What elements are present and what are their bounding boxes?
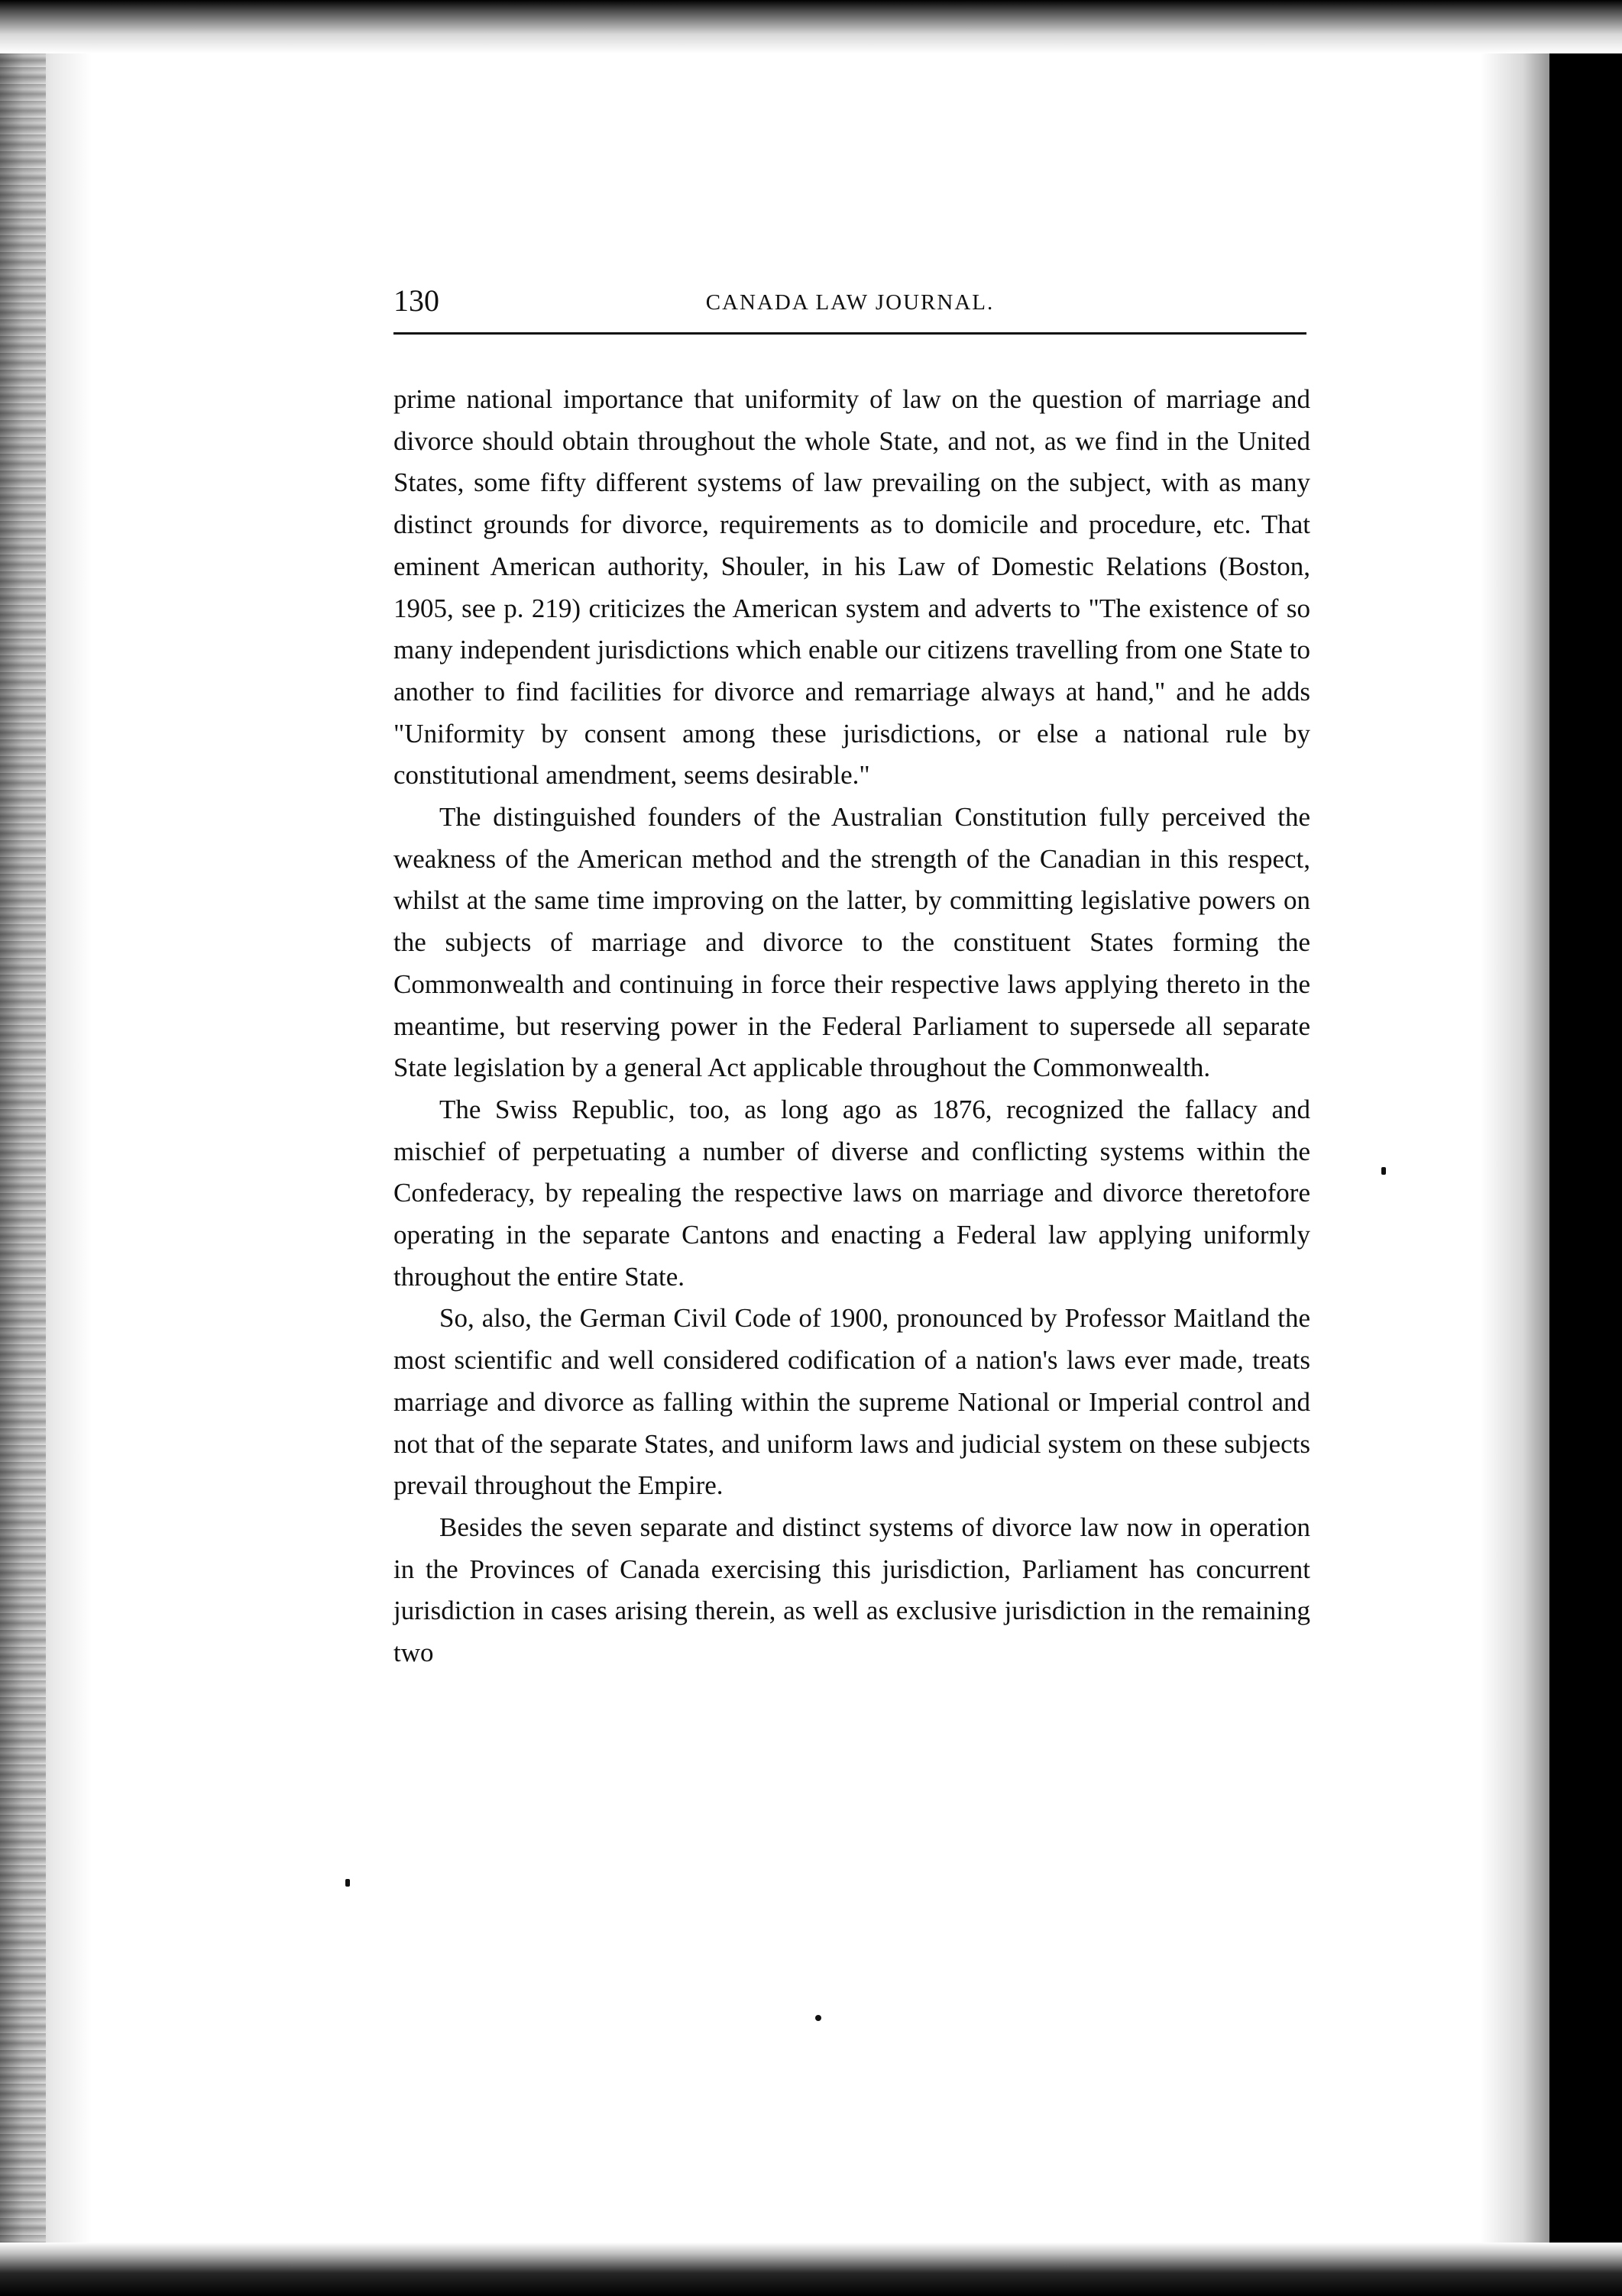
scan-edge-bottom [0,2243,1622,2296]
page-number: 130 [393,283,439,318]
header-rule [393,332,1306,335]
paragraph-5: Besides the seven separate and distinct systems of divorce law now in operation in the Provinces of Canada exercising this jurisdiction, Parliament has concurrent jurisdiction in cases arising therein, as well as exclusive jurisdiction in the remaining two [393,1512,1310,1668]
scan-speck [1381,1167,1386,1175]
scan-edge-right-shadow [1481,0,1549,2296]
page-body [393,379,1310,1674]
scan-edge-top [0,0,1622,53]
scan-speck [345,1879,350,1887]
scan-edge-right [1549,0,1622,2296]
scan-edge-left-speckle [0,0,46,2296]
scan-speck [815,2015,821,2021]
page-header [393,281,1306,327]
paragraph-4: So, also, the German Civil Code of 1900, pronounced by Professor Maitland the most scientific and well considered codification of a nation's laws ever made, treats marriage and divorce as falling within the supreme National or Imperial control and not that of the separate States, and uniform laws and judicial system on these subjects prevail throughout the Empire. [393,1303,1310,1501]
paragraph-3: The Swiss Republic, too, as long ago as 1876, recognized the fallacy and mischief of perpetuating a number of diverse and conflicting systems within the Confederacy, by repealing the respective laws on marriage and divorce theretofore operating in the separate Cantons and enacting a Federal law applying uniformly throughout the entire State. [393,1094,1310,1292]
running-title: CANADA LAW JOURNAL. [705,290,995,315]
paragraph-2: The distinguished founders of the Australian Constitution fully perceived the weakness of the American method and the strength of the Canadian in this respect, whilst at the same time improving on the latter, by committing legislative powers on the subjects of marriage and divorce to the constituent States forming the Commonwealth and continuing in force their respective laws applying thereto in the meantime, but reserving power in the Federal Parliament to supersede all separate State legislation by a general Act applicable throughout the Commonwealth. [393,802,1310,1083]
paragraph-1: prime national importance that uniformity of law on the question of marriage and divorce should obtain throughout the whole State, and not, as we find in the United States, some fifty different systems of law prevailing on the subject, with as many distinct grounds for divorce, requirements as to domicile and procedure, etc. That eminent American authority, Shouler, in his Law of Domestic Relations (Boston, 1905, see p. 219) criticizes the American system and adverts to "The existence of so many independent jurisdictions which enable our citizens travelling from one State to another to find facilities for divorce and remarriage always at hand," and he adds "Uniformity by consent among these jurisdictions, or else a national rule by constitutional amendment, seems desirable." [393,384,1310,791]
